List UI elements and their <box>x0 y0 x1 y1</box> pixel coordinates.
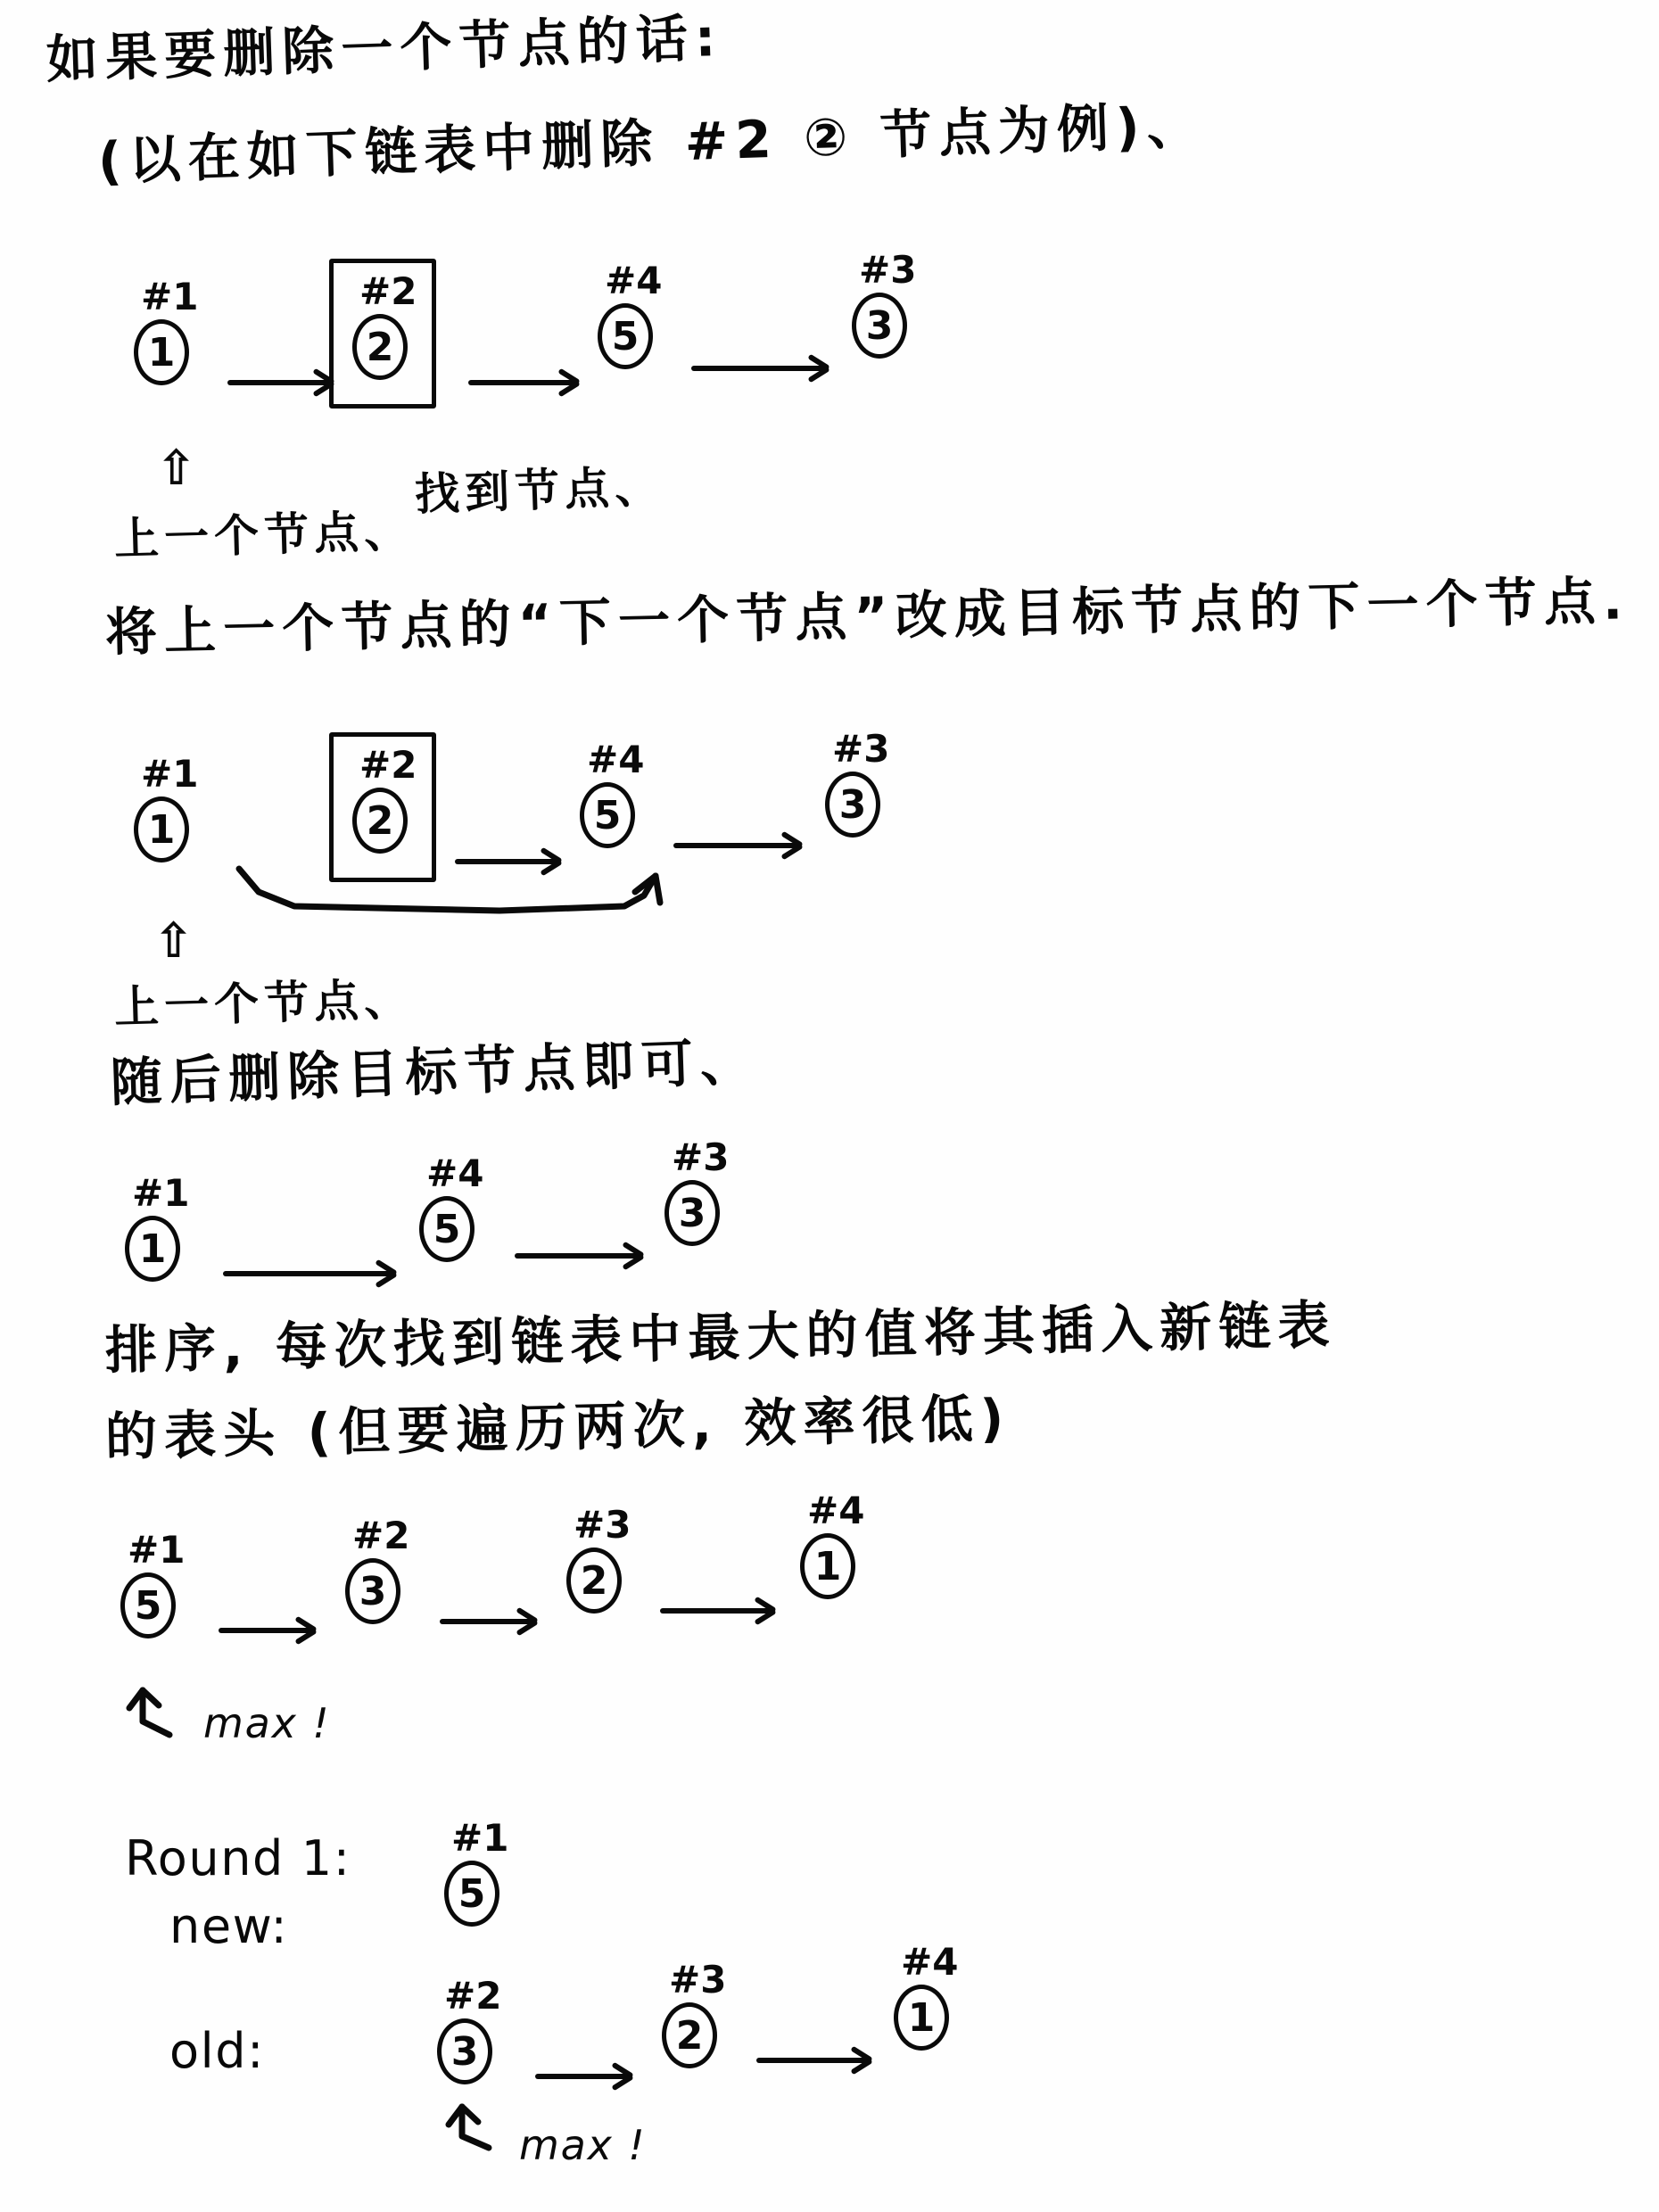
note-title: 如果要删除一个节点的话: <box>45 6 724 90</box>
node-tag: #2 <box>444 1974 502 2018</box>
sort-text-line-2: 的表头 (但要遍历两次, 效率很低) <box>104 1387 1012 1467</box>
example-intro-line: (以在如下链表中删除 #2 ② 节点为例)、 <box>96 94 1207 192</box>
max-label-1: max ! <box>203 1699 331 1747</box>
node-tag: #4 <box>605 259 663 302</box>
up-arrow-icon: ⇧ <box>156 440 197 496</box>
node-value: 1 <box>800 1533 855 1599</box>
round-label: Round 1: <box>125 1830 351 1886</box>
node-value: 1 <box>894 1985 949 2051</box>
node-tag: #4 <box>587 738 645 781</box>
node-value: 2 <box>352 314 408 380</box>
node-value: 3 <box>345 1558 400 1624</box>
arrow-icon <box>756 2058 868 2063</box>
arrow-icon <box>219 1628 312 1633</box>
node-tag: #3 <box>574 1503 631 1547</box>
node-tag: #2 <box>359 269 417 313</box>
node-value: 1 <box>134 796 189 863</box>
arrow-icon <box>468 380 575 385</box>
node-tag: #4 <box>426 1151 484 1195</box>
node-value: 2 <box>566 1548 622 1614</box>
node-tag: #4 <box>901 1940 959 1984</box>
annotation-prev-node-1: 上一个节点、 <box>113 505 415 565</box>
arrow-icon <box>440 1619 533 1624</box>
node-value: 2 <box>352 788 408 854</box>
node-value: 5 <box>120 1572 176 1638</box>
node-tag: #1 <box>128 1528 186 1572</box>
node-tag: #1 <box>141 275 199 318</box>
node-tag: #2 <box>352 1514 410 1557</box>
step-3-text: 随后删除目标节点即可、 <box>109 1030 761 1113</box>
annotation-prev-node-2: 上一个节点、 <box>113 973 415 1034</box>
node-value: 3 <box>664 1180 720 1246</box>
node-tag: #3 <box>672 1135 730 1179</box>
node-value: 3 <box>437 2018 492 2084</box>
annotation-found-node: 找到节点、 <box>414 460 666 521</box>
node-value: 3 <box>852 293 907 359</box>
node-value: 5 <box>598 303 653 369</box>
arrow-icon <box>535 2074 629 2079</box>
up-arrow-icon: ⇧ <box>153 912 194 969</box>
arrow-icon <box>227 380 330 385</box>
node-value: 2 <box>662 2002 717 2068</box>
old-list-label: old: <box>169 2023 265 2079</box>
arrow-icon <box>673 843 798 848</box>
node-value: 5 <box>444 1861 499 1927</box>
arrow-icon <box>515 1253 640 1259</box>
node-value: 5 <box>580 782 635 848</box>
node-tag: #1 <box>132 1171 190 1215</box>
node-tag: #2 <box>359 743 417 787</box>
new-list-label: new: <box>169 1898 289 1954</box>
max-label-2: max ! <box>519 2121 647 2169</box>
step-2-text: 将上一个节点的“下一个节点”改成目标节点的下一个节点. <box>104 570 1630 663</box>
node-tag: #1 <box>451 1816 509 1860</box>
arrow-icon <box>691 366 825 371</box>
node-value: 5 <box>419 1196 475 1262</box>
node-tag: #3 <box>859 248 917 292</box>
node-tag: #3 <box>832 727 890 771</box>
node-tag: #1 <box>141 752 199 796</box>
arrow-icon <box>660 1608 772 1614</box>
arrow-icon <box>455 859 557 864</box>
arrow-icon <box>223 1271 392 1276</box>
node-value: 3 <box>825 772 880 838</box>
node-tag: #3 <box>669 1958 727 2002</box>
node-tag: #4 <box>807 1489 865 1532</box>
sort-text-line-1: 排序, 每次找到链表中最大的值将其插入新链表 <box>104 1294 1338 1381</box>
node-value: 1 <box>125 1216 180 1282</box>
node-value: 1 <box>134 319 189 385</box>
